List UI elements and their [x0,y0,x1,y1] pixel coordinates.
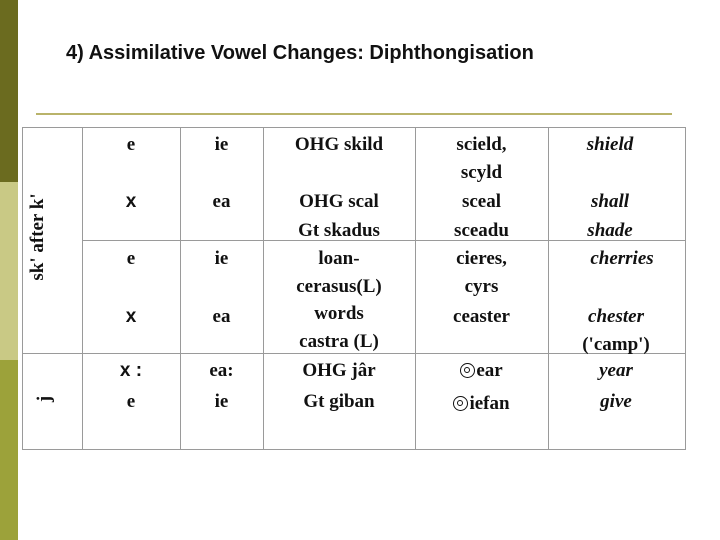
table-cell-modern-english: chester [588,306,644,327]
sidebar-band-mid [0,182,18,360]
side-label-sk-after-k: sk' after k' [27,193,48,281]
table-cell-old-english: ceaster [453,306,510,327]
sidebar-band-light [0,360,18,540]
yogh-glyph-icon [460,363,475,378]
table-cell-modern-english: give [600,391,632,412]
side-label-j: j [34,395,55,403]
col-divider [548,127,549,449]
table-cell-vowel: e [126,134,136,155]
table-cell-diphthong: ie [214,391,229,412]
yogh-glyph-icon [453,396,468,411]
old-english-word: ear [476,360,503,381]
table-cell-modern-english: year [599,360,633,381]
table-cell-modern-english: shield [586,134,634,155]
sidebar-band-dark [0,0,18,182]
table-cell-source: OHG scal [299,191,379,212]
table-cell-diphthong: ea: [209,360,234,381]
table-cell-vowel: e [126,391,136,412]
table-cell-diphthong: ea [212,191,231,212]
table-cell-old-english: scyld [460,162,503,183]
table-cell-modern-english: shall [590,191,630,212]
table-cell-diphthong: ie [214,134,229,155]
table-cell-source: cerasus(L) [296,276,382,297]
table-cell-modern-english: ('camp') [582,334,650,355]
table-cell-old-english: cyrs [464,276,499,297]
table-cell-diphthong: ea [212,306,231,327]
table-cell-old-english [415,356,548,385]
table-cell-source: OHG jâr [302,360,376,381]
table-cell-source: Gt giban [303,391,375,412]
table-cell-vowel: x [125,306,137,327]
table-cell-vowel: x : [119,360,143,381]
table-cell-old-english: sceal [461,191,502,212]
table-cell-diphthong: ie [214,248,229,269]
old-english-word: iefan [469,393,510,414]
table-cell-modern-english: shade [587,220,633,241]
table-cell-source: words [314,303,364,324]
table-cell-source: Gt skadus [298,220,380,241]
table-cell-source: OHG skild [294,134,384,155]
table-cell-old-english: sceadu [454,220,509,241]
table-cell-source: castra (L) [299,331,379,352]
slide-title: 4) Assimilative Vowel Changes: Diphthongisation [66,42,534,64]
table-cell-old-english: scield, [456,134,507,155]
table-cell-old-english: cieres, [456,248,507,269]
table-cell-source: loan- [318,248,360,269]
title-underline [36,113,672,115]
table-cell-vowel: x [125,191,137,212]
table-cell-vowel: e [126,248,136,269]
table-cell-old-english [415,389,548,418]
table-cell-modern-english: cherries [590,248,654,269]
